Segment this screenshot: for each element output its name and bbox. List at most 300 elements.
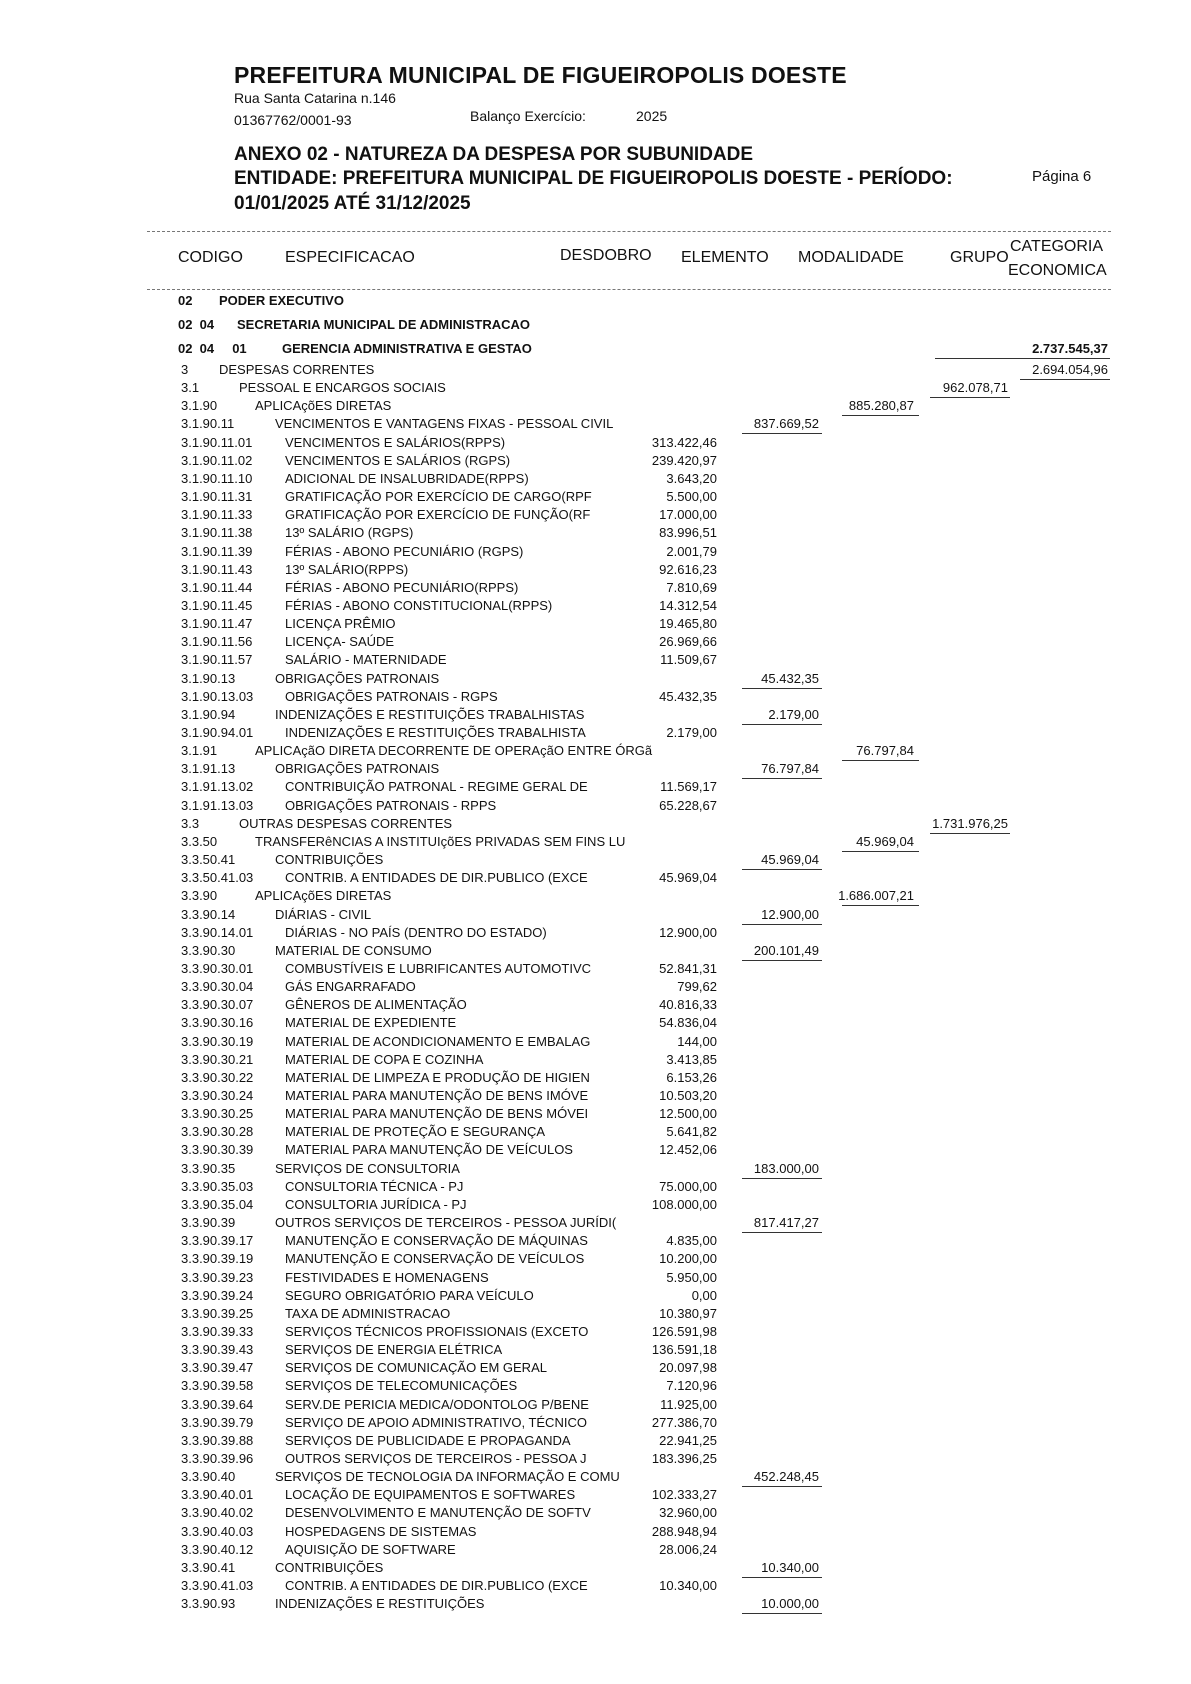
row-description: SERVIÇOS DE COMUNICAÇÃO EM GERAL (285, 1360, 547, 1375)
table-row (0, 453, 1191, 471)
row-value-desdobro: 4.835,00 (666, 1233, 717, 1248)
table-row (0, 816, 1191, 834)
balanco-label: Balanço Exercício: (470, 108, 586, 124)
row-code: 3.3.90.40.12 (181, 1542, 254, 1557)
row-value-desdobro: 5.641,82 (666, 1124, 717, 1139)
row-code: 3.3.90.30.22 (181, 1070, 254, 1085)
table-row (0, 1469, 1191, 1487)
row-description: OBRIGAÇÕES PATRONAIS (275, 671, 440, 686)
row-description: SEGURO OBRIGATÓRIO PARA VEÍCULO (285, 1288, 534, 1303)
row-description: ADICIONAL DE INSALUBRIDADE(RPPS) (285, 471, 529, 486)
row-value-modalidade: 1.686.007,21 (838, 888, 914, 903)
row-value-desdobro: 799,62 (677, 979, 717, 994)
row-code: 3.1.91 (181, 743, 218, 758)
row-description: MATERIAL DE EXPEDIENTE (285, 1015, 457, 1030)
col-elemento: ELEMENTO (681, 249, 769, 266)
row-value-desdobro: 11.569,17 (660, 779, 717, 794)
poder-name: PODER EXECUTIVO (219, 293, 344, 308)
row-description: MANUTENÇÃO E CONSERVAÇÃO DE VEÍCULOS (285, 1251, 585, 1266)
row-value-desdobro: 288.948,94 (651, 1524, 717, 1539)
row-value-desdobro: 108.000,00 (651, 1197, 717, 1212)
row-value-desdobro: 11.509,67 (660, 652, 717, 667)
row-code: 3.1.90.94 (181, 707, 236, 722)
table-row (0, 1179, 1191, 1197)
table-row (0, 888, 1191, 906)
table-row (0, 416, 1191, 434)
row-value-categoria: 2.694.054,96 (1032, 362, 1108, 377)
row-value-desdobro: 26.969,66 (659, 634, 717, 649)
row-code: 3.1.90.11.01 (181, 435, 253, 450)
row-code: 3.3.90.39.43 (181, 1342, 254, 1357)
row-code: 3 (181, 362, 189, 377)
subunidade-total: 2.737.545,37 (1032, 341, 1108, 356)
row-description: SALÁRIO - MATERNIDADE (285, 652, 447, 667)
row-value-desdobro: 183.396,25 (651, 1451, 717, 1466)
row-code: 3.3.90.30.07 (181, 997, 254, 1012)
row-value-desdobro: 136.591,18 (651, 1342, 717, 1357)
row-code: 3.1.90.11.38 (181, 525, 253, 540)
row-value-desdobro: 45.969,04 (659, 870, 717, 885)
row-description: 13º SALÁRIO (RGPS) (285, 525, 414, 540)
table-row (0, 852, 1191, 870)
table-row (0, 616, 1191, 634)
row-value-elemento: 76.797,84 (761, 761, 819, 776)
table-row (0, 1052, 1191, 1070)
row-code: 3.3.90.39.64 (181, 1397, 254, 1412)
row-description: SERVIÇOS TÉCNICOS PROFISSIONAIS (EXCETO (285, 1324, 589, 1339)
total-underline (742, 433, 822, 434)
poder-code: 02 (178, 293, 193, 308)
row-value-elemento: 183.000,00 (753, 1161, 819, 1176)
row-description: OUTROS SERVIÇOS DE TERCEIROS - PESSOA JURÍDI( (275, 1215, 617, 1230)
row-code: 3.1 (181, 380, 200, 395)
row-description: OBRIGAÇÕES PATRONAIS (275, 761, 440, 776)
row-description: VENCIMENTOS E VANTAGENS FIXAS - PESSOAL CIVIL (275, 416, 614, 431)
row-value-desdobro: 19.465,80 (659, 616, 717, 631)
row-code: 3.3.90.30.04 (181, 979, 254, 994)
row-code: 3.1.91.13.03 (181, 798, 254, 813)
row-value-desdobro: 92.616,23 (659, 562, 717, 577)
row-value-desdobro: 40.816,33 (659, 997, 717, 1012)
row-code: 3.1.91.13.02 (181, 779, 254, 794)
row-code: 3.3.90.39.23 (181, 1270, 254, 1285)
table-row (0, 1505, 1191, 1523)
table-row (0, 870, 1191, 888)
row-description: SERVIÇOS DE ENERGIA ELÉTRICA (285, 1342, 503, 1357)
col-categoria-line2: ECONOMICA (1008, 262, 1107, 279)
row-code: 3.1.90.11.56 (181, 634, 253, 649)
table-row (0, 1251, 1191, 1269)
row-code: 3.3.90.40.02 (181, 1505, 254, 1520)
row-value-desdobro: 10.200,00 (659, 1251, 717, 1266)
row-value-desdobro: 0,00 (691, 1288, 717, 1303)
row-description: PESSOAL E ENCARGOS SOCIAIS (239, 380, 446, 395)
row-description: SERV.DE PERICIA MEDICA/ODONTOLOG P/BENE (285, 1397, 589, 1412)
entity-line: ENTIDADE: PREFEITURA MUNICIPAL DE FIGUEIROPOLIS DOESTE - PERÍODO: (234, 168, 953, 189)
row-code: 3.1.90.11.45 (181, 598, 253, 613)
row-description: MATERIAL DE COPA E COZINHA (285, 1052, 484, 1067)
row-code: 3.3.50.41 (181, 852, 236, 867)
table-row (0, 761, 1191, 779)
table-row (0, 471, 1191, 489)
table-row (0, 525, 1191, 543)
row-description: FÉRIAS - ABONO PECUNIÁRIO (RGPS) (285, 544, 524, 559)
table-row (0, 1578, 1191, 1596)
row-code: 3.3.90.30 (181, 943, 236, 958)
col-desdobro: DESDOBRO (560, 247, 652, 264)
row-description: MATERIAL PARA MANUTENÇÃO DE BENS MÓVEI (285, 1106, 589, 1121)
row-description: CONTRIBUIÇÕES (275, 852, 384, 867)
row-value-desdobro: 12.500,00 (659, 1106, 717, 1121)
row-code: 3.3.90.39 (181, 1215, 236, 1230)
row-description: 13º SALÁRIO(RPPS) (285, 562, 409, 577)
row-code: 3.3.90.41.03 (181, 1578, 254, 1593)
row-description: VENCIMENTOS E SALÁRIOS (RGPS) (285, 453, 511, 468)
table-row (0, 671, 1191, 689)
row-value-elemento: 200.101,49 (753, 943, 819, 958)
table-row (0, 779, 1191, 797)
row-value-desdobro: 144,00 (677, 1034, 717, 1049)
row-value-desdobro: 102.333,27 (651, 1487, 717, 1502)
row-code: 3.3.90.35.03 (181, 1179, 254, 1194)
row-value-elemento: 12.900,00 (761, 907, 819, 922)
row-code: 3.3.90.30.28 (181, 1124, 254, 1139)
table-row (0, 562, 1191, 580)
row-description: MANUTENÇÃO E CONSERVAÇÃO DE MÁQUINAS (285, 1233, 588, 1248)
row-description: LICENÇA- SAÚDE (285, 634, 395, 649)
row-value-modalidade: 45.969,04 (856, 834, 914, 849)
row-value-desdobro: 52.841,31 (659, 961, 717, 976)
row-value-elemento: 452.248,45 (753, 1469, 819, 1484)
row-code: 3.1.90.11.39 (181, 544, 253, 559)
row-value-desdobro: 54.836,04 (659, 1015, 717, 1030)
col-categoria-line1: CATEGORIA (1010, 238, 1104, 255)
row-code: 3.3.90.39.47 (181, 1360, 254, 1375)
table-row (0, 1487, 1191, 1505)
row-value-grupo: 1.731.976,25 (932, 816, 1008, 831)
row-value-modalidade: 76.797,84 (856, 743, 914, 758)
row-code: 3.3.90.40.03 (181, 1524, 254, 1539)
table-row (0, 925, 1191, 943)
table-row (0, 1288, 1191, 1306)
row-description: SERVIÇOS DE CONSULTORIA (275, 1161, 460, 1176)
row-description: INDENIZAÇÕES E RESTITUIÇÕES (275, 1596, 485, 1611)
row-code: 3.1.91.13 (181, 761, 236, 776)
cnpj: 01367762/0001-93 (234, 112, 352, 128)
row-value-desdobro: 2.179,00 (666, 725, 717, 740)
row-description: GÁS ENGARRAFADO (285, 979, 416, 994)
table-row (0, 1070, 1191, 1088)
row-description: CONTRIB. A ENTIDADES DE DIR.PUBLICO (EXCE (285, 1578, 588, 1593)
row-code: 3.3 (181, 816, 200, 831)
table-row (0, 1596, 1191, 1614)
row-description: COMBUSTÍVEIS E LUBRIFICANTES AUTOMOTIVC (285, 961, 592, 976)
row-description: OUTRAS DESPESAS CORRENTES (239, 816, 453, 831)
row-code: 3.3.90.30.16 (181, 1015, 254, 1030)
table-row (0, 1415, 1191, 1433)
table-row (0, 1124, 1191, 1142)
row-code: 3.1.90 (181, 398, 218, 413)
table-row (0, 1088, 1191, 1106)
table-row (0, 961, 1191, 979)
row-value-desdobro: 239.420,97 (651, 453, 717, 468)
row-code: 3.3.90.35.04 (181, 1197, 254, 1212)
total-underline (742, 1613, 822, 1614)
row-description: MATERIAL DE LIMPEZA E PRODUÇÃO DE HIGIEN (285, 1070, 590, 1085)
row-value-desdobro: 126.591,98 (651, 1324, 717, 1339)
table-row (0, 362, 1191, 380)
row-description: CONTRIBUIÇÕES (275, 1560, 384, 1575)
table-row (0, 798, 1191, 816)
table-row (0, 907, 1191, 925)
row-description: CONSULTORIA TÉCNICA - PJ (285, 1179, 464, 1194)
row-value-desdobro: 5.500,00 (666, 489, 717, 504)
row-code: 3.3.50.41.03 (181, 870, 254, 885)
row-code: 3.1.90.11.31 (181, 489, 253, 504)
row-value-desdobro: 75.000,00 (659, 1179, 717, 1194)
row-value-desdobro: 10.380,97 (659, 1306, 717, 1321)
row-code: 3.1.90.13.03 (181, 689, 254, 704)
table-row (0, 380, 1191, 398)
table-row (0, 1560, 1191, 1578)
row-description: OUTROS SERVIÇOS DE TERCEIROS - PESSOA J (285, 1451, 587, 1466)
row-value-elemento: 837.669,52 (753, 416, 819, 431)
row-description: MATERIAL PARA MANUTENÇÃO DE VEÍCULOS (285, 1142, 573, 1157)
row-value-desdobro: 11.925,00 (660, 1397, 717, 1412)
row-code: 3.3.90.39.33 (181, 1324, 254, 1339)
table-row (0, 1397, 1191, 1415)
row-value-elemento: 817.417,27 (753, 1215, 819, 1230)
row-code: 3.3.90.14 (181, 907, 236, 922)
row-description: MATERIAL DE ACONDICIONAMENTO E EMBALAG (285, 1034, 591, 1049)
row-code: 3.3.90.35 (181, 1161, 236, 1176)
row-code: 3.3.90.39.58 (181, 1378, 254, 1393)
row-code: 3.3.90.30.39 (181, 1142, 254, 1157)
row-description: GRATIFICAÇÃO POR EXERCÍCIO DE CARGO(RPF (285, 489, 592, 504)
row-value-desdobro: 32.960,00 (659, 1505, 717, 1520)
table-row (0, 707, 1191, 725)
row-code: 3.3.90.39.88 (181, 1433, 254, 1448)
row-description: SERVIÇOS DE TELECOMUNICAÇÕES (285, 1378, 518, 1393)
annex-title: ANEXO 02 - NATUREZA DA DESPESA POR SUBUNIDADE (234, 144, 754, 165)
table-row (0, 834, 1191, 852)
row-description: CONTRIBUIÇÃO PATRONAL - REGIME GERAL DE (285, 779, 588, 794)
table-row (0, 398, 1191, 416)
row-description: VENCIMENTOS E SALÁRIOS(RPPS) (285, 435, 506, 450)
row-value-desdobro: 12.452,06 (659, 1142, 717, 1157)
report-title: PREFEITURA MUNICIPAL DE FIGUEIROPOLIS DOESTE (234, 62, 847, 88)
row-code: 3.3.90.40 (181, 1469, 236, 1484)
table-row (0, 1106, 1191, 1124)
table-row (0, 1197, 1191, 1215)
table-row (0, 943, 1191, 961)
table-row (0, 1342, 1191, 1360)
table-row (0, 743, 1191, 761)
row-description: SERVIÇO DE APOIO ADMINISTRATIVO, TÉCNICO (285, 1415, 587, 1430)
row-value-elemento: 10.000,00 (761, 1596, 819, 1611)
table-row (0, 1433, 1191, 1451)
row-code: 3.3.90.30.01 (181, 961, 254, 976)
row-description: MATERIAL PARA MANUTENÇÃO DE BENS IMÓVE (285, 1088, 589, 1103)
subunidade-code: 02 04 01 (178, 341, 247, 356)
period: 01/01/2025 ATÉ 31/12/2025 (234, 193, 471, 214)
table-row (0, 1034, 1191, 1052)
table-row (0, 1142, 1191, 1160)
col-especificacao: ESPECIFICACAO (285, 249, 415, 266)
row-description: FESTIVIDADES E HOMENAGENS (285, 1270, 489, 1285)
row-description: INDENIZAÇÕES E RESTITUIÇÕES TRABALHISTAS (275, 707, 585, 722)
row-code: 3.3.90.39.17 (181, 1233, 254, 1248)
row-value-desdobro: 20.097,98 (659, 1360, 717, 1375)
row-value-desdobro: 14.312,54 (659, 598, 717, 613)
row-value-desdobro: 7.120,96 (666, 1378, 717, 1393)
table-row (0, 1161, 1191, 1179)
row-description: SERVIÇOS DE PUBLICIDADE E PROPAGANDA (285, 1433, 571, 1448)
row-code: 3.3.50 (181, 834, 218, 849)
total-underline (842, 905, 919, 906)
row-value-grupo: 962.078,71 (942, 380, 1008, 395)
row-value-desdobro: 12.900,00 (659, 925, 717, 940)
row-description: AQUISIÇÃO DE SOFTWARE (285, 1542, 456, 1557)
row-code: 3.1.90.11.43 (181, 562, 253, 577)
row-value-desdobro: 313.422,46 (651, 435, 717, 450)
col-codigo: CODIGO (178, 249, 243, 266)
row-value-elemento: 45.432,35 (761, 671, 819, 686)
row-code: 3.3.90.93 (181, 1596, 236, 1611)
row-code: 3.3.90.41 (181, 1560, 236, 1575)
row-value-desdobro: 6.153,26 (666, 1070, 717, 1085)
table-row (0, 652, 1191, 670)
table-row (0, 979, 1191, 997)
row-code: 3.3.90.14.01 (181, 925, 254, 940)
table-row (0, 544, 1191, 562)
table-row (0, 725, 1191, 743)
row-description: OBRIGAÇÕES PATRONAIS - RPPS (285, 798, 497, 813)
row-description: APLICAçãO DIRETA DECORRENTE DE OPERAçãO ENTRE ÓRGã (255, 743, 653, 758)
balanco-year: 2025 (636, 108, 668, 124)
secretaria-name: SECRETARIA MUNICIPAL DE ADMINISTRACAO (237, 317, 530, 332)
row-code: 3.3.90.39.24 (181, 1288, 254, 1303)
row-code: 3.3.90.39.79 (181, 1415, 254, 1430)
row-description: MATERIAL DE CONSUMO (275, 943, 432, 958)
row-code: 3.3.90.40.01 (181, 1487, 254, 1502)
table-row (0, 1015, 1191, 1033)
row-description: DESENVOLVIMENTO E MANUTENÇÃO DE SOFTV (285, 1505, 591, 1520)
row-code: 3.1.90.11.57 (181, 652, 253, 667)
row-code: 3.3.90.30.24 (181, 1088, 254, 1103)
row-code: 3.1.90.11.44 (181, 580, 253, 595)
table-row (0, 997, 1191, 1015)
secretaria-code: 02 04 (178, 317, 215, 332)
row-code: 3.1.90.11.10 (181, 471, 253, 486)
table-row (0, 1378, 1191, 1396)
row-value-desdobro: 3.413,85 (666, 1052, 717, 1067)
row-code: 3.3.90.30.19 (181, 1034, 254, 1049)
row-value-desdobro: 277.386,70 (651, 1415, 717, 1430)
row-description: APLICAçõES DIRETAS (255, 398, 392, 413)
row-description: CONTRIB. A ENTIDADES DE DIR.PUBLICO (EXCE (285, 870, 588, 885)
row-value-desdobro: 10.340,00 (659, 1578, 717, 1593)
row-value-desdobro: 3.643,20 (666, 471, 717, 486)
row-value-desdobro: 45.432,35 (659, 689, 717, 704)
table-row (0, 1306, 1191, 1324)
row-code: 3.1.90.94.01 (181, 725, 254, 740)
table-row (0, 1542, 1191, 1560)
row-code: 3.1.90.11.02 (181, 453, 253, 468)
row-code: 3.1.90.11.33 (181, 507, 253, 522)
row-value-desdobro: 83.996,51 (659, 525, 717, 540)
row-description: CONSULTORIA JURÍDICA - PJ (285, 1197, 467, 1212)
row-description: FÉRIAS - ABONO CONSTITUCIONAL(RPPS) (285, 598, 553, 613)
row-description: INDENIZAÇÕES E RESTITUIÇÕES TRABALHISTA (285, 725, 586, 740)
row-value-desdobro: 65.228,67 (659, 798, 717, 813)
row-value-elemento: 45.969,04 (761, 852, 819, 867)
row-code: 3.3.90.30.21 (181, 1052, 254, 1067)
table-row (0, 1233, 1191, 1251)
row-code: 3.3.90.39.96 (181, 1451, 254, 1466)
page-number: Página 6 (1032, 168, 1092, 185)
row-description: SERVIÇOS DE TECNOLOGIA DA INFORMAÇÃO E COMU (275, 1469, 620, 1484)
col-grupo: GRUPO (950, 249, 1009, 266)
row-code: 3.3.90.39.19 (181, 1251, 254, 1266)
row-description: LICENÇA PRÊMIO (285, 616, 396, 631)
row-description: TRANSFERêNCIAS A INSTITUIçõES PRIVADAS SEM FINS LU (255, 834, 626, 849)
table-row (0, 489, 1191, 507)
table-row (0, 1270, 1191, 1288)
row-value-desdobro: 7.810,69 (666, 580, 717, 595)
row-description: OBRIGAÇÕES PATRONAIS - RGPS (285, 689, 498, 704)
table-row (0, 1524, 1191, 1542)
row-description: GÊNEROS DE ALIMENTAÇÃO (285, 997, 467, 1012)
row-value-elemento: 10.340,00 (761, 1560, 819, 1575)
row-description: FÉRIAS - ABONO PECUNIÁRIO(RPPS) (285, 580, 519, 595)
table-row (0, 598, 1191, 616)
table-row (0, 435, 1191, 453)
row-description: GRATIFICAÇÃO POR EXERCÍCIO DE FUNÇÃO(RF (285, 507, 591, 522)
row-description: LOCAÇÃO DE EQUIPAMENTOS E SOFTWARES (285, 1487, 576, 1502)
table-row (0, 1451, 1191, 1469)
row-code: 3.3.90.39.25 (181, 1306, 254, 1321)
row-code: 3.1.90.13 (181, 671, 236, 686)
row-value-desdobro: 28.006,24 (659, 1542, 717, 1557)
table-row (0, 1215, 1191, 1233)
row-description: MATERIAL DE PROTEÇÃO E SEGURANÇA (285, 1124, 546, 1139)
row-value-desdobro: 17.000,00 (659, 507, 717, 522)
table-row (0, 1360, 1191, 1378)
row-description: HOSPEDAGENS DE SISTEMAS (285, 1524, 477, 1539)
row-value-desdobro: 10.503,20 (659, 1088, 717, 1103)
row-code: 3.1.90.11.47 (181, 616, 253, 631)
row-value-desdobro: 5.950,00 (666, 1270, 717, 1285)
table-row (0, 634, 1191, 652)
row-code: 3.3.90 (181, 888, 218, 903)
row-description: DESPESAS CORRENTES (219, 362, 375, 377)
table-row (0, 1324, 1191, 1342)
table-row (0, 580, 1191, 598)
col-modalidade: MODALIDADE (798, 249, 904, 266)
row-value-desdobro: 22.941,25 (659, 1433, 717, 1448)
address: Rua Santa Catarina n.146 (234, 90, 396, 106)
row-code: 3.1.90.11 (181, 416, 235, 431)
row-value-elemento: 2.179,00 (768, 707, 819, 722)
row-description: APLICAçõES DIRETAS (255, 888, 392, 903)
row-code: 3.3.90.30.25 (181, 1106, 254, 1121)
row-description: DIÁRIAS - NO PAÍS (DENTRO DO ESTADO) (285, 925, 547, 940)
row-value-modalidade: 885.280,87 (848, 398, 914, 413)
table-row (0, 689, 1191, 707)
subunidade-name: GERENCIA ADMINISTRATIVA E GESTAO (282, 341, 532, 356)
row-value-desdobro: 2.001,79 (666, 544, 717, 559)
